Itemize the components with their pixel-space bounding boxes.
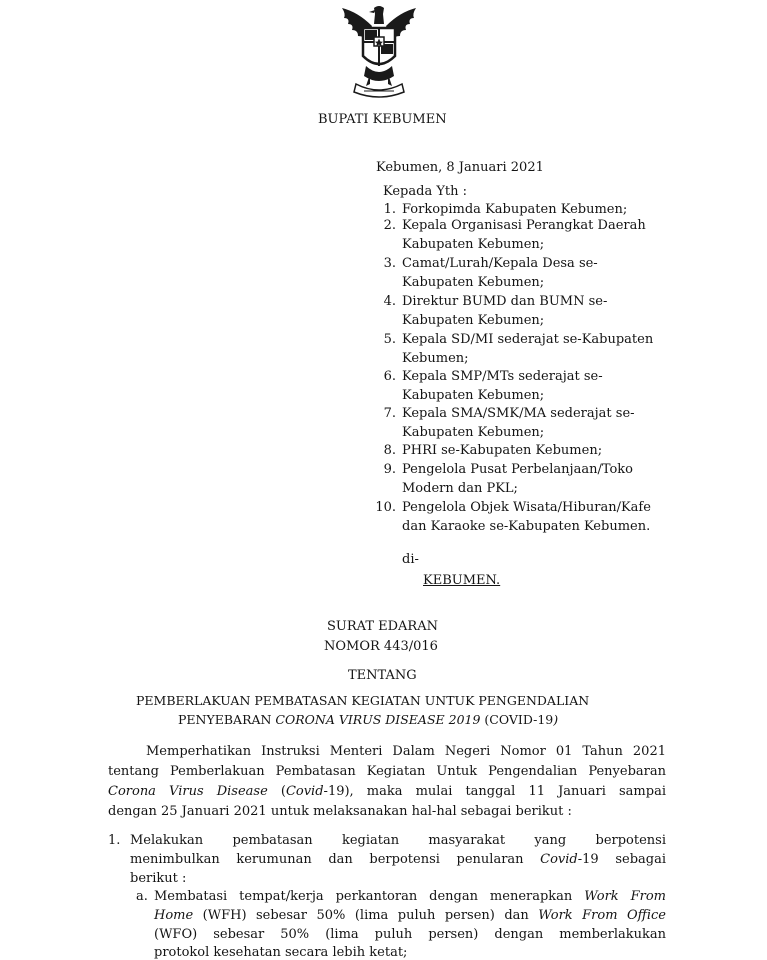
date-line: Kebumen, 8 Januari 2021 — [376, 160, 544, 175]
body-p1-line4: dengan 25 Januari 2021 untuk melaksanakan hal-hal sebagai berikut : — [108, 804, 572, 819]
sub-a-line4: protokol kesehatan secara lebih ketat; — [154, 945, 408, 960]
item1-number: 1. — [108, 833, 121, 848]
sub-a-line2: Home (WFH) sebesar 50% (lima puluh persen) dan Work From Office — [154, 908, 666, 923]
letter-subject-line2: PENYEBARAN CORONA VIRUS DISEASE 2019 (COVID-19) — [178, 712, 559, 727]
addressee-place: KEBUMEN. — [423, 573, 501, 588]
addressee-di: di- — [402, 552, 419, 567]
item1-line3: berikut : — [130, 871, 187, 886]
item1-line2: menimbulkan kerumunan dan berpotensi penularan Covid-19 sebagai — [130, 852, 666, 867]
letter-type: SURAT EDARAN — [327, 619, 438, 634]
sub-a-line3: (WFO) sebesar 50% (lima puluh persen) dengan memberlakukan — [154, 927, 666, 942]
letter-about: TENTANG — [348, 668, 417, 683]
body-p1-line1: Memperhatikan Instruksi Menteri Dalam Negeri Nomor 01 Tahun 2021 — [146, 744, 666, 759]
body-p1-line3: Corona Virus Disease (Covid-19), maka mulai tanggal 11 Januari sampai — [108, 784, 666, 799]
sub-a-line1: Membatasi tempat/kerja perkantoran dengan menerapkan Work From — [154, 889, 666, 904]
addressee-intro: Kepada Yth : — [383, 184, 468, 199]
letter-subject-line1: PEMBERLAKUAN PEMBATASAN KEGIATAN UNTUK PENGENDALIAN — [136, 693, 590, 708]
body-p1-line2: tentang Pemberlakuan Pembatasan Kegiatan Untuk Pengendalian Penyebaran — [108, 764, 666, 779]
garuda-emblem-icon — [336, 4, 422, 102]
authority-title: BUPATI KEBUMEN — [318, 112, 447, 127]
item1-line1: Melakukan pembatasan kegiatan masyarakat yang berpotensi — [130, 833, 666, 848]
letter-number: NOMOR 443/016 — [324, 639, 438, 654]
sub-a-label: a. — [136, 889, 148, 904]
